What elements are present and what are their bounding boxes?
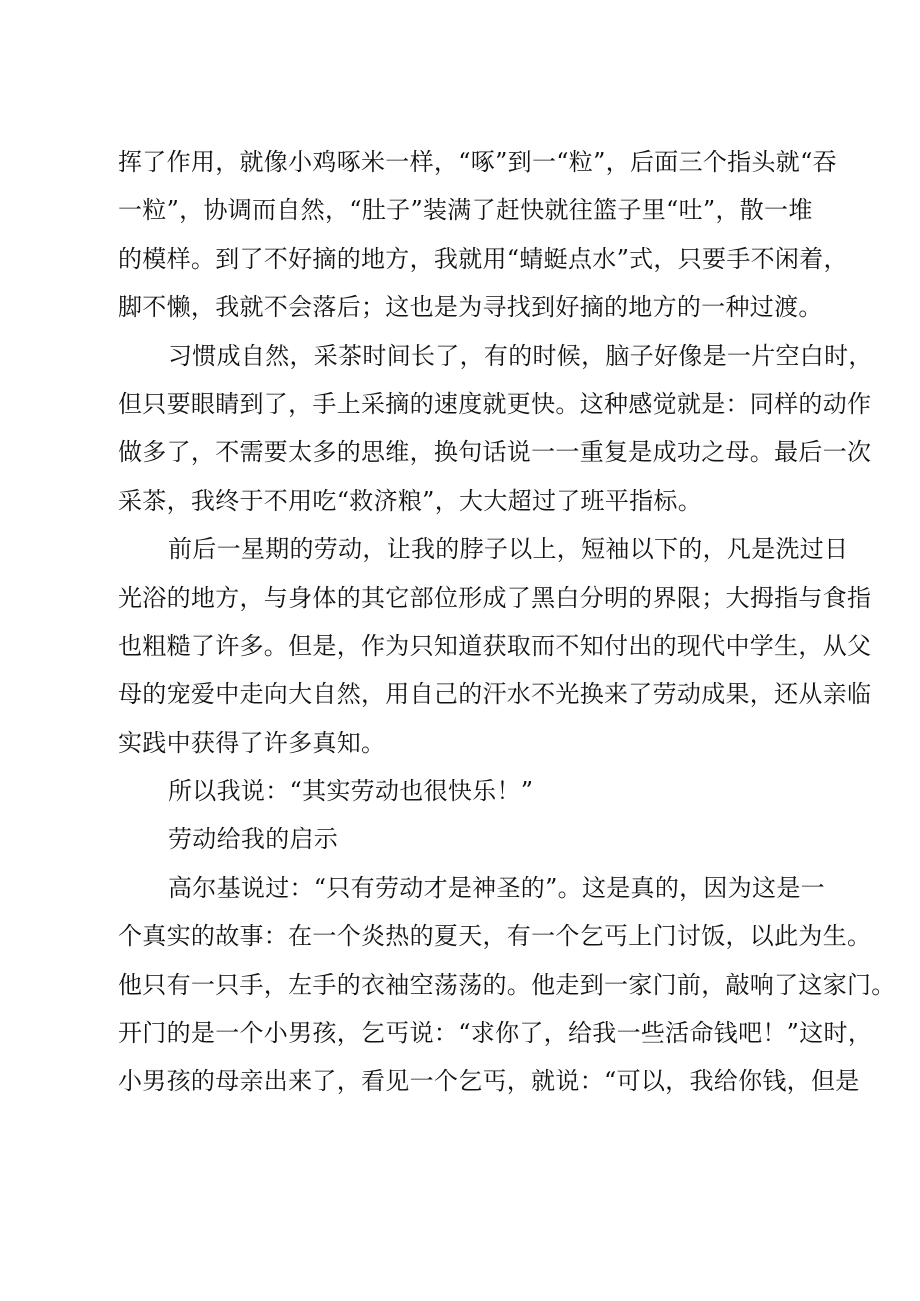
text-line: 也粗糙了许多。但是，作为只知道获取而不知付出的现代中学生，从父: [118, 631, 872, 660]
section-title: 劳动给我的启示: [168, 825, 339, 854]
text-line: 挥了作用，就像小鸡啄米一样，“啄”到一“粒”，后面三个指头就“吞: [118, 148, 837, 176]
text-line: 采茶，我终于不用吃“救济粮”，大大超过了班平指标。: [118, 486, 703, 515]
text-line: 做多了，不需要太多的思维，换句话说一一重复是成功之母。最后一次: [118, 438, 872, 467]
document-body: [118, 138, 896, 1106]
text-line: 的模样。到了不好摘的地方，我就用“蜻蜓点水”式，只要手不闲着，: [118, 244, 848, 273]
text-line: 开门的是一个小男孩，乞丐说：“求你了，给我一些活命钱吧！”这时，: [118, 1019, 873, 1048]
paragraph-start-line: 高尔基说过：“只有劳动才是神圣的”。这是真的，因为这是一: [168, 873, 825, 902]
text-line: 他只有一只手，左手的衣袖空荡荡的。他走到一家门前，敲响了这家门。: [118, 970, 896, 999]
text-line: 个真实的故事：在一个炎热的夏天，有一个乞丐上门讨饭，以此为生。: [118, 922, 872, 951]
text-line: 脚不懒，我就不会落后；这也是为寻找到好摘的地方的一种过渡。: [118, 293, 823, 322]
text-line: 实践中获得了许多真知。: [118, 728, 386, 757]
text-line: 一粒”，协调而自然，“肚子”装满了赶快就往篮子里“吐”，散一堆: [118, 196, 813, 225]
paragraph-start-line: 习惯成自然，采茶时间长了，有的时候，脑子好像是一片空白时，: [168, 341, 873, 370]
text-line: 但只要眼睛到了，手上采摘的速度就更快。这种感觉就是：同样的动作: [118, 389, 872, 418]
paragraph-start-line: 所以我说：“其实劳动也很快乐！”: [168, 777, 534, 806]
text-line: 小男孩的母亲出来了，看见一个乞丐，就说：“可以，我给你钱，但是: [118, 1067, 860, 1096]
text-line: 光浴的地方，与身体的其它部位形成了黑白分明的界限；大拇指与食指: [118, 583, 872, 612]
paragraph-start-line: 前后一星期的劳动，让我的脖子以上，短袖以下的，凡是洗过日: [168, 535, 849, 564]
text-line: 母的宠爱中走向大自然，用自己的汗水不光换来了劳动成果，还从亲临: [118, 680, 872, 709]
